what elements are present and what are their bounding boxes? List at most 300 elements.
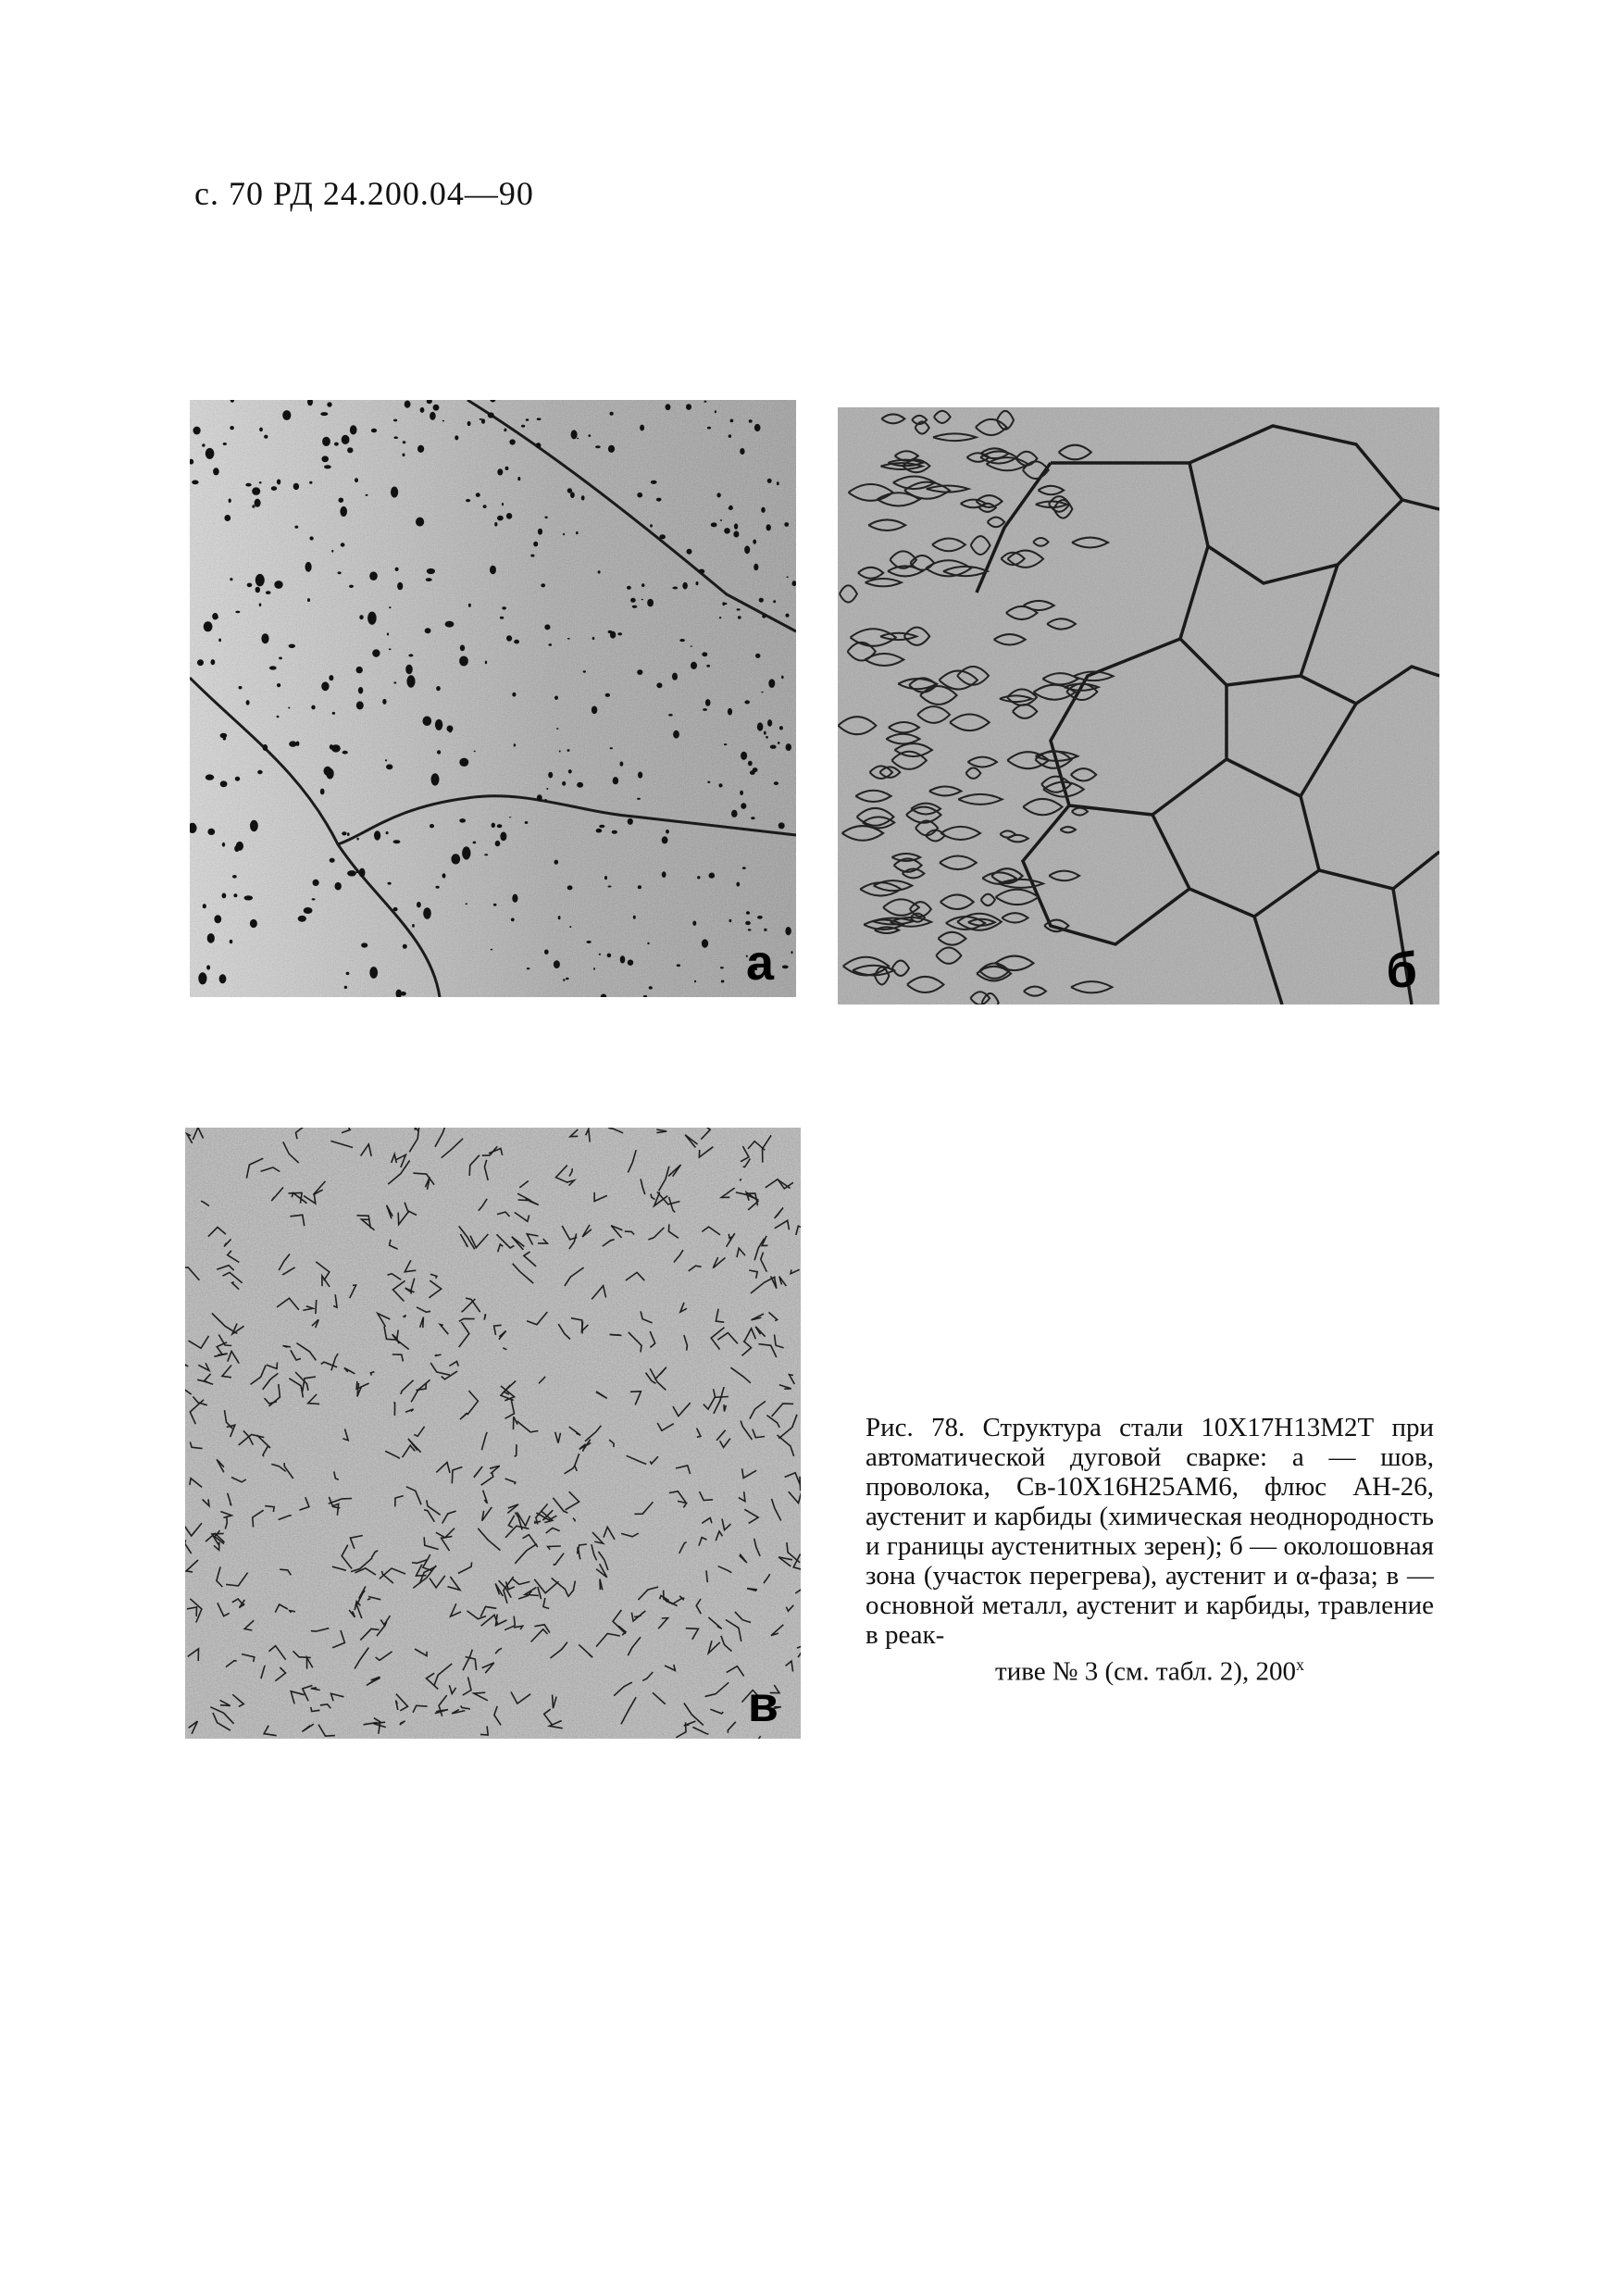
- carbide-speck: [761, 692, 763, 693]
- carbide-speck: [279, 657, 282, 660]
- carbide-speck: [605, 693, 610, 697]
- carbide-speck: [512, 894, 517, 903]
- carbide-speck: [224, 515, 230, 521]
- carbide-speck: [220, 780, 228, 787]
- carbide-speck: [322, 437, 330, 446]
- carbide-speck: [640, 425, 644, 431]
- carbide-speck: [753, 767, 758, 772]
- carbide-speck: [391, 487, 398, 498]
- carbide-speck: [647, 599, 654, 607]
- carbide-speck: [567, 638, 570, 640]
- carbide-speck: [245, 483, 251, 487]
- carbide-speck: [672, 587, 678, 590]
- micrograph-b-label: б: [1386, 942, 1417, 998]
- carbide-speck: [733, 531, 739, 538]
- carbide-speck: [459, 758, 468, 767]
- carbide-speck: [277, 480, 280, 485]
- carbide-speck: [455, 435, 458, 440]
- carbide-speck: [767, 479, 772, 483]
- carbide-speck: [369, 571, 378, 580]
- carbide-speck: [255, 574, 265, 586]
- carbide-speck: [630, 598, 636, 603]
- carbide-speck: [205, 774, 214, 780]
- carbide-speck: [720, 967, 724, 968]
- carbide-speck: [567, 749, 570, 752]
- carbide-speck: [347, 870, 356, 876]
- carbide-speck: [554, 860, 559, 865]
- carbide-speck: [537, 794, 542, 801]
- carbide-speck: [259, 603, 262, 606]
- carbide-speck: [309, 481, 312, 484]
- carbide-speck: [385, 759, 387, 761]
- carbide-speck: [495, 841, 501, 846]
- carbide-speck: [372, 649, 380, 657]
- carbide-speck: [436, 686, 441, 691]
- carbide-speck: [355, 478, 358, 482]
- carbide-speck: [500, 617, 504, 619]
- carbide-speck: [656, 682, 662, 688]
- carbide-speck: [494, 522, 497, 527]
- carbide-speck: [346, 972, 350, 975]
- carbide-speck: [719, 617, 721, 618]
- carbide-speck: [526, 418, 529, 421]
- carbide-speck: [570, 492, 575, 498]
- carbide-speck: [686, 404, 691, 410]
- carbide-speck: [366, 494, 368, 496]
- carbide-speck: [271, 486, 277, 491]
- carbide-speck: [666, 830, 669, 834]
- carbide-speck: [332, 712, 335, 715]
- carbide-speck: [197, 659, 204, 666]
- carbide-speck: [437, 750, 441, 754]
- carbide-speck: [610, 747, 613, 749]
- carbide-speck: [229, 499, 231, 504]
- magnification-mark: x: [1295, 1655, 1304, 1674]
- carbide-speck: [741, 752, 747, 760]
- carbide-speck: [666, 404, 671, 410]
- carbide-speck: [761, 507, 766, 513]
- carbide-speck: [298, 916, 306, 922]
- carbide-speck: [222, 893, 227, 899]
- carbide-speck: [641, 599, 643, 600]
- carbide-speck: [773, 600, 776, 603]
- carbide-speck: [673, 730, 679, 739]
- carbide-speck: [715, 410, 716, 413]
- carbide-speck: [423, 907, 431, 919]
- carbide-speck: [466, 903, 467, 905]
- carbide-speck: [521, 425, 525, 428]
- carbide-speck: [545, 517, 548, 519]
- carbide-speck: [497, 468, 503, 475]
- carbide-speck: [549, 643, 553, 646]
- carbide-speck: [431, 773, 440, 785]
- carbide-speck: [211, 659, 216, 665]
- carbide-speck: [382, 699, 386, 705]
- caption-body: Рис. 78. Структура стали 10Х17Н13М2Т при автоматической дуговой сварке: а — шов, проволока, Св-10Х16Н25АМ6, флюс АН-26, аустенит и карбиды (химическая неоднородность и границы аустенитных зерен); б — околошовная зона (участок перегрева), аустенит и α-фаза; в — основной металл, аустенит и карбиды, травление в реак-: [866, 1413, 1434, 1650]
- carbide-speck: [787, 576, 789, 578]
- carbide-speck: [731, 810, 738, 817]
- carbide-speck: [511, 918, 515, 922]
- carbide-speck: [305, 562, 312, 572]
- carbide-speck: [593, 967, 595, 970]
- carbide-speck: [359, 868, 366, 878]
- carbide-speck: [766, 524, 771, 530]
- carbide-speck: [556, 728, 558, 730]
- carbide-speck: [358, 687, 363, 693]
- carbide-speck: [706, 665, 710, 668]
- carbide-speck: [395, 568, 399, 571]
- carbide-speck: [255, 499, 261, 507]
- carbide-speck: [691, 662, 697, 669]
- carbide-speck: [724, 528, 730, 533]
- carbide-speck: [369, 967, 378, 979]
- carbide-speck: [754, 424, 761, 431]
- carbide-speck: [479, 418, 482, 420]
- carbide-speck: [257, 770, 263, 774]
- carbide-speck: [749, 419, 753, 423]
- carbide-speck: [356, 667, 363, 673]
- carbide-speck: [506, 513, 512, 519]
- carbide-speck: [617, 632, 622, 635]
- carbide-speck: [230, 578, 232, 580]
- carbide-speck: [576, 531, 579, 534]
- carbide-speck: [250, 820, 258, 831]
- carbide-speck: [628, 818, 633, 825]
- carbide-speck: [538, 529, 542, 535]
- carbide-speck: [493, 904, 497, 906]
- carbide-speck: [637, 669, 642, 675]
- carbide-speck: [586, 941, 591, 943]
- carbide-speck: [359, 615, 363, 619]
- carbide-speck: [393, 907, 398, 911]
- carbide-speck: [266, 591, 271, 594]
- carbide-speck: [632, 605, 638, 608]
- carbide-speck: [374, 830, 380, 840]
- carbide-speck: [321, 455, 329, 462]
- carbide-speck: [562, 781, 566, 786]
- carbide-speck: [782, 966, 789, 969]
- carbide-speck: [394, 436, 398, 439]
- carbide-speck: [577, 438, 579, 439]
- carbide-speck: [707, 427, 711, 430]
- carbide-speck: [342, 751, 348, 755]
- carbide-speck: [778, 742, 780, 744]
- carbide-speck: [405, 401, 411, 408]
- carbide-speck: [627, 586, 631, 590]
- carbide-speck: [744, 700, 750, 704]
- page-header: с. 70 РД 24.200.04—90: [194, 175, 534, 212]
- carbide-speck: [403, 441, 406, 443]
- carbide-speck: [212, 613, 218, 619]
- carbide-speck: [691, 645, 692, 646]
- carbide-speck: [269, 666, 277, 669]
- carbide-speck: [235, 777, 240, 781]
- carbide-speck: [389, 648, 392, 650]
- carbide-speck: [239, 686, 243, 689]
- carbide-speck: [598, 570, 601, 573]
- carbide-speck: [784, 522, 789, 527]
- carbide-speck: [757, 722, 764, 730]
- carbide-speck: [309, 536, 313, 540]
- carbide-speck: [662, 871, 666, 878]
- carbide-speck: [216, 617, 218, 618]
- carbide-speck: [223, 443, 227, 445]
- carbide-speck: [344, 986, 347, 989]
- carbide-speck: [497, 824, 503, 828]
- carbide-speck: [214, 915, 221, 923]
- carbide-speck: [738, 616, 741, 618]
- carbide-speck: [393, 681, 396, 683]
- carbide-speck: [740, 791, 743, 795]
- carbide-speck: [753, 540, 756, 544]
- carbide-speck: [757, 916, 763, 919]
- carbide-speck: [541, 583, 545, 587]
- carbide-speck: [744, 545, 750, 554]
- carbide-speck: [426, 578, 432, 581]
- carbide-speck: [340, 506, 347, 517]
- carbide-speck: [537, 418, 542, 420]
- micrograph-b-image: [838, 407, 1439, 1004]
- carbide-speck: [474, 751, 476, 753]
- carbide-speck: [677, 964, 680, 967]
- carbide-speck: [289, 741, 296, 746]
- carbide-speck: [403, 454, 405, 457]
- carbide-speck: [711, 522, 717, 527]
- carbide-speck: [610, 412, 614, 416]
- carbide-speck: [637, 493, 642, 498]
- carbide-speck: [230, 426, 234, 430]
- carbide-speck: [791, 951, 792, 954]
- carbide-speck: [335, 882, 342, 891]
- carbide-speck: [219, 974, 227, 983]
- carbide-speck: [425, 628, 431, 633]
- carbide-speck: [466, 499, 470, 502]
- carbide-speck: [777, 481, 779, 485]
- carbide-speck: [741, 803, 746, 809]
- carbide-speck: [566, 978, 569, 980]
- micrograph-a: [190, 400, 796, 997]
- carbide-speck: [339, 498, 344, 503]
- carbide-speck: [247, 583, 253, 588]
- carbide-speck: [288, 707, 290, 709]
- carbide-speck: [442, 420, 444, 422]
- carbide-speck: [356, 701, 364, 709]
- carbide-speck: [405, 665, 413, 674]
- carbide-speck: [222, 842, 225, 847]
- carbide-speck: [779, 726, 783, 730]
- carbide-speck: [233, 893, 237, 897]
- carbide-speck: [595, 445, 601, 448]
- carbide-speck: [192, 480, 198, 485]
- carbide-speck: [361, 942, 367, 947]
- carbide-speck: [193, 427, 201, 435]
- carbide-speck: [729, 434, 731, 438]
- carbide-speck: [685, 561, 687, 562]
- carbide-speck: [656, 498, 662, 502]
- carbide-speck: [694, 980, 696, 983]
- carbide-speck: [393, 840, 401, 843]
- carbide-speck: [647, 942, 649, 944]
- carbide-speck: [420, 407, 425, 413]
- carbide-speck: [320, 789, 325, 795]
- carbide-speck: [599, 825, 604, 829]
- carbide-speck: [500, 832, 506, 842]
- carbide-speck: [764, 731, 766, 735]
- figure-caption: [866, 1413, 1434, 1687]
- grain-boundary-segment: [610, 1335, 622, 1336]
- carbide-speck: [651, 480, 657, 484]
- carbide-speck: [755, 654, 760, 658]
- carbide-speck: [710, 873, 715, 878]
- carbide-speck: [497, 516, 504, 521]
- carbide-speck: [517, 477, 520, 480]
- micrograph-v-image: [185, 1128, 801, 1739]
- carbide-speck: [728, 708, 732, 716]
- carbide-speck: [206, 965, 210, 969]
- carbide-speck: [502, 503, 504, 505]
- carbide-speck: [491, 949, 492, 951]
- carbide-speck: [718, 783, 722, 787]
- carbide-speck: [569, 926, 571, 928]
- carbide-speck: [234, 845, 239, 852]
- carbide-speck: [327, 402, 331, 406]
- carbide-speck: [485, 661, 487, 665]
- carbide-speck: [530, 555, 534, 557]
- carbide-speck: [767, 719, 772, 727]
- carbide-speck: [649, 986, 653, 989]
- carbide-speck: [774, 781, 778, 785]
- carbide-speck: [371, 429, 377, 433]
- carbide-speck: [321, 681, 329, 691]
- carbide-speck: [427, 568, 435, 574]
- carbide-speck: [393, 419, 397, 422]
- carbide-speck: [766, 736, 768, 739]
- carbide-speck: [620, 761, 624, 766]
- carbide-speck: [504, 429, 506, 432]
- carbide-speck: [459, 818, 466, 823]
- carbide-speck: [514, 743, 516, 746]
- carbide-speck: [770, 745, 777, 749]
- carbide-speck: [468, 604, 471, 607]
- carbide-speck: [502, 606, 506, 609]
- carbide-speck: [430, 824, 434, 828]
- carbide-speck: [449, 729, 453, 733]
- carbide-speck: [759, 598, 764, 603]
- carbide-speck: [462, 846, 470, 859]
- carbide-speck: [659, 534, 666, 539]
- carbide-speck: [781, 676, 784, 680]
- carbide-speck: [277, 716, 280, 718]
- carbide-speck: [205, 448, 215, 459]
- carbide-speck: [748, 929, 752, 930]
- carbide-speck: [442, 873, 446, 878]
- carbide-speck: [596, 829, 603, 833]
- carbide-speck: [403, 944, 407, 949]
- carbide-speck: [356, 838, 358, 841]
- carbide-speck: [331, 550, 333, 553]
- carbide-speck: [785, 927, 791, 935]
- carbide-speck: [347, 447, 353, 453]
- carbide-speck: [514, 640, 519, 644]
- carbide-speck: [330, 858, 335, 863]
- carbide-speck: [746, 911, 750, 915]
- carbide-speck: [687, 549, 692, 555]
- carbide-speck: [307, 598, 310, 602]
- carbide-speck: [324, 465, 331, 468]
- carbide-speck: [356, 871, 358, 873]
- carbide-speck: [650, 524, 653, 527]
- carbide-speck: [460, 645, 465, 652]
- carbide-speck: [347, 832, 350, 836]
- carbide-speck: [699, 569, 705, 574]
- caption-last-line: [866, 1650, 1434, 1687]
- carbide-speck: [483, 505, 487, 508]
- carbide-speck: [329, 675, 333, 680]
- carbide-speck: [612, 830, 617, 834]
- carbide-speck: [554, 960, 560, 968]
- carbide-speck: [198, 972, 206, 984]
- carbide-speck: [263, 744, 268, 751]
- carbide-speck: [250, 919, 257, 928]
- carbide-speck: [274, 580, 282, 589]
- carbide-speck: [546, 788, 548, 790]
- carbide-speck: [488, 412, 494, 418]
- carbide-speck: [235, 611, 240, 613]
- carbide-speck: [703, 708, 707, 711]
- carbide-speck: [259, 428, 263, 432]
- carbide-speck: [311, 705, 315, 710]
- carbide-speck: [320, 412, 328, 416]
- carbide-speck: [433, 405, 440, 411]
- carbide-speck: [742, 867, 746, 869]
- carbide-speck: [417, 902, 421, 907]
- carbide-speck: [641, 583, 644, 587]
- carbide-speck: [330, 744, 333, 749]
- carbide-speck: [342, 831, 346, 835]
- carbide-speck: [697, 876, 700, 879]
- carbide-speck: [388, 882, 392, 885]
- carbide-speck: [736, 882, 740, 887]
- carbide-speck: [252, 505, 255, 508]
- carbide-speck: [326, 768, 333, 780]
- carbide-speck: [230, 940, 233, 943]
- carbide-speck: [218, 639, 221, 643]
- carbide-speck: [563, 979, 565, 981]
- carbide-speck: [536, 443, 542, 448]
- carbide-speck: [702, 939, 708, 947]
- carbide-speck: [293, 483, 299, 490]
- carbide-speck: [729, 919, 732, 923]
- carbide-speck: [533, 542, 538, 547]
- carbide-speck: [492, 823, 495, 828]
- carbide-speck: [289, 644, 295, 648]
- carbide-speck: [204, 621, 213, 631]
- carbide-speck: [544, 624, 550, 630]
- carbide-speck: [568, 769, 572, 773]
- carbide-speck: [737, 608, 741, 610]
- carbide-speck: [246, 700, 250, 705]
- carbide-speck: [417, 445, 424, 453]
- carbide-speck: [408, 654, 413, 656]
- carbide-speck: [544, 799, 547, 801]
- carbide-speck: [548, 772, 553, 779]
- carbide-speck: [762, 614, 766, 618]
- micrograph-v-label: в: [747, 1677, 778, 1732]
- carbide-speck: [696, 581, 699, 585]
- carbide-speck: [745, 921, 751, 925]
- carbide-speck: [679, 639, 685, 642]
- carbide-speck: [577, 782, 583, 788]
